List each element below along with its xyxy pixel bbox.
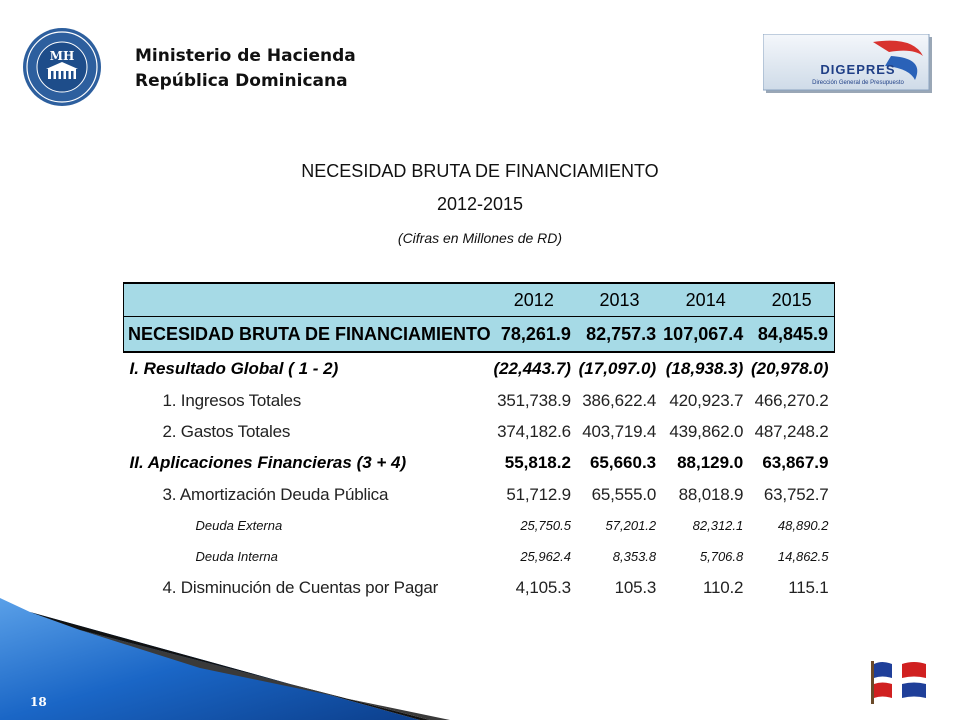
cell-value: 374,182.6: [497, 421, 571, 441]
cell-value: 105.3: [614, 577, 657, 597]
cell-value: 88,129.0: [677, 453, 744, 472]
cell-value: 55,818.2: [504, 453, 571, 472]
row-label: Deuda Interna: [195, 549, 278, 564]
cell-value: 110.2: [702, 577, 744, 597]
organization-name: [135, 44, 356, 94]
cell-value: 82,312.1: [692, 518, 744, 533]
ministerio-seal-icon: [22, 27, 102, 107]
partner-logo-subtitle: Dirección General de Presupuesto: [812, 80, 904, 86]
cell-value: (18,938.3): [665, 359, 744, 378]
footer-swoosh-decoration: [0, 598, 960, 720]
cell-value: 65,660.3: [589, 453, 657, 472]
row-label: I. Resultado Global ( 1 - 2): [129, 359, 339, 378]
cell-value: 115.1: [788, 577, 829, 597]
org-line-2: República Dominicana: [135, 71, 348, 91]
cell-value: 439,862.0: [669, 421, 744, 441]
cell-value: 65,555.0: [591, 484, 657, 504]
financing-table: [123, 282, 835, 603]
cell-value: 63,867.9: [762, 453, 829, 472]
cell-value: 14,862.5: [777, 549, 829, 564]
partner-logo-name: DIGEPRES: [820, 62, 896, 77]
cell-value: 8,353.8: [612, 549, 657, 564]
table-row-sub: [124, 510, 835, 541]
row-label: Deuda Externa: [195, 518, 283, 533]
cell-value: 78,261.9: [491, 317, 577, 353]
cell-value: 25,750.5: [520, 518, 571, 533]
cell-value: 4,105.3: [515, 577, 571, 597]
cell-value: 351,738.9: [497, 390, 571, 410]
row-label: 2. Gastos Totales: [162, 421, 291, 441]
cell-value: 466,270.2: [754, 390, 829, 410]
column-header: 2013: [577, 283, 662, 317]
cell-value: 386,622.4: [582, 390, 657, 410]
table-period: 2012-2015: [436, 194, 524, 214]
column-header: 2012: [491, 283, 577, 317]
cell-value: (20,978.0): [751, 359, 829, 378]
row-label: NECESIDAD BRUTA DE FINANCIAMIENTO: [124, 317, 491, 353]
cell-value: 25,962.4: [520, 549, 571, 564]
row-label: 4. Disminución de Cuentas por Pagar: [162, 577, 439, 597]
table-row: [124, 416, 835, 447]
page-number: 18: [30, 695, 47, 709]
row-label: 3. Amortización Deuda Pública: [162, 484, 389, 504]
cell-value: 84,845.9: [749, 317, 834, 353]
table-title: NECESIDAD BRUTA DE FINANCIAMIENTO: [301, 161, 659, 181]
digepres-logo-icon: [763, 34, 935, 96]
org-line-1: Ministerio de Hacienda: [135, 46, 356, 66]
cell-value: 5,706.8: [699, 549, 744, 564]
cell-value: 51,712.9: [506, 484, 571, 504]
table-row: [124, 385, 835, 416]
column-header: 2014: [662, 283, 749, 317]
cell-value: 48,890.2: [777, 518, 829, 533]
cell-value: 57,201.2: [605, 518, 657, 533]
table-header-row: [124, 283, 835, 317]
table-row-section: [124, 352, 835, 385]
cell-value: 487,248.2: [754, 421, 829, 441]
seal-label: MH: [49, 49, 75, 63]
table-units: (Cifras en Millones de RD): [397, 230, 563, 246]
row-label: 1. Ingresos Totales: [162, 390, 302, 410]
cell-value: 420,923.7: [669, 390, 744, 410]
cell-value: (22,443.7): [493, 359, 571, 378]
table-row: [124, 479, 835, 510]
cell-value: 403,719.4: [582, 421, 657, 441]
cell-value: 88,018.9: [678, 484, 744, 504]
table-row-sub: [124, 541, 835, 572]
table-row-section: [124, 447, 835, 479]
cell-value: (17,097.0): [578, 359, 657, 378]
column-header: 2015: [749, 283, 834, 317]
cell-value: 82,757.3: [577, 317, 662, 353]
row-label: II. Aplicaciones Financieras (3 + 4): [129, 453, 407, 472]
dominican-flag-icon: [868, 658, 930, 704]
table-row-total: [124, 317, 835, 353]
cell-value: 63,752.7: [763, 484, 829, 504]
cell-value: 107,067.4: [662, 317, 749, 353]
